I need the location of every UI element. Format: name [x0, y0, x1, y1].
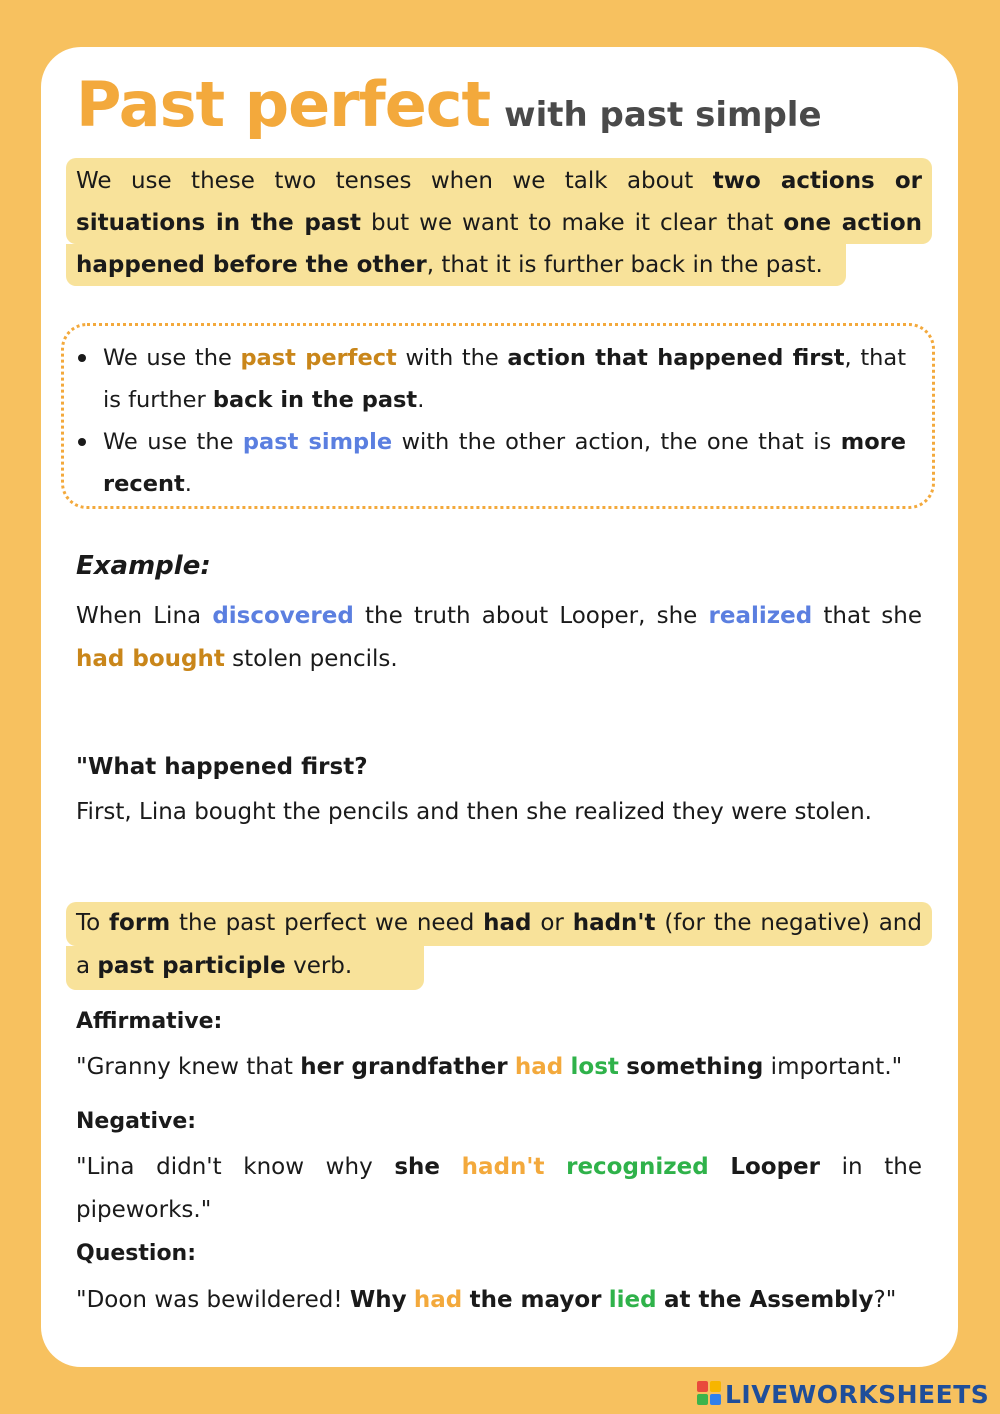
- question-label: "What happened first?: [76, 754, 368, 780]
- title-subtitle: with past simple: [504, 95, 822, 135]
- question-form-label: Question:: [76, 1241, 197, 1266]
- negative-sentence: "Lina didn't know why she hadn't recognized Looper in the pipeworks.": [76, 1154, 923, 1223]
- example-label: Example:: [76, 551, 211, 581]
- question-answer: First, Lina bought the pencils and then she realized they were stolen.: [76, 799, 872, 825]
- example-sentence: When Lina discovered the truth about Looper, she realized that she had bought stolen pencils.: [76, 603, 922, 672]
- rules-list: [76, 337, 906, 505]
- rule-past-perfect: We use the past perfect with the action that happened first, that is further back in the past.: [76, 337, 906, 421]
- title-main: Past perfect: [76, 68, 491, 141]
- affirmative-sentence: "Granny knew that her grandfather had lost something important.": [76, 1054, 903, 1080]
- form-paragraph: To form the past perfect we need had or hadn't (for the negative) and a past participle verb.: [76, 910, 922, 979]
- question-form-sentence: "Doon was bewildered! Why had the mayor lied at the Assembly?": [76, 1287, 897, 1313]
- rule-past-simple: We use the past simple with the other action, the one that is more recent.: [76, 421, 906, 505]
- liveworksheets-icon: [697, 1381, 723, 1407]
- negative-label: Negative:: [76, 1109, 197, 1134]
- page-title: [76, 68, 822, 141]
- watermark-text: LIVEWORKSHEETS: [725, 1379, 990, 1409]
- liveworksheets-logo: [697, 1377, 989, 1411]
- affirmative-label: Affirmative:: [76, 1009, 223, 1034]
- intro-paragraph: We use these two tenses when we talk about two actions or situations in the past but we want to make it clear that one action happened before the other, that it is further back in the past.: [76, 168, 922, 278]
